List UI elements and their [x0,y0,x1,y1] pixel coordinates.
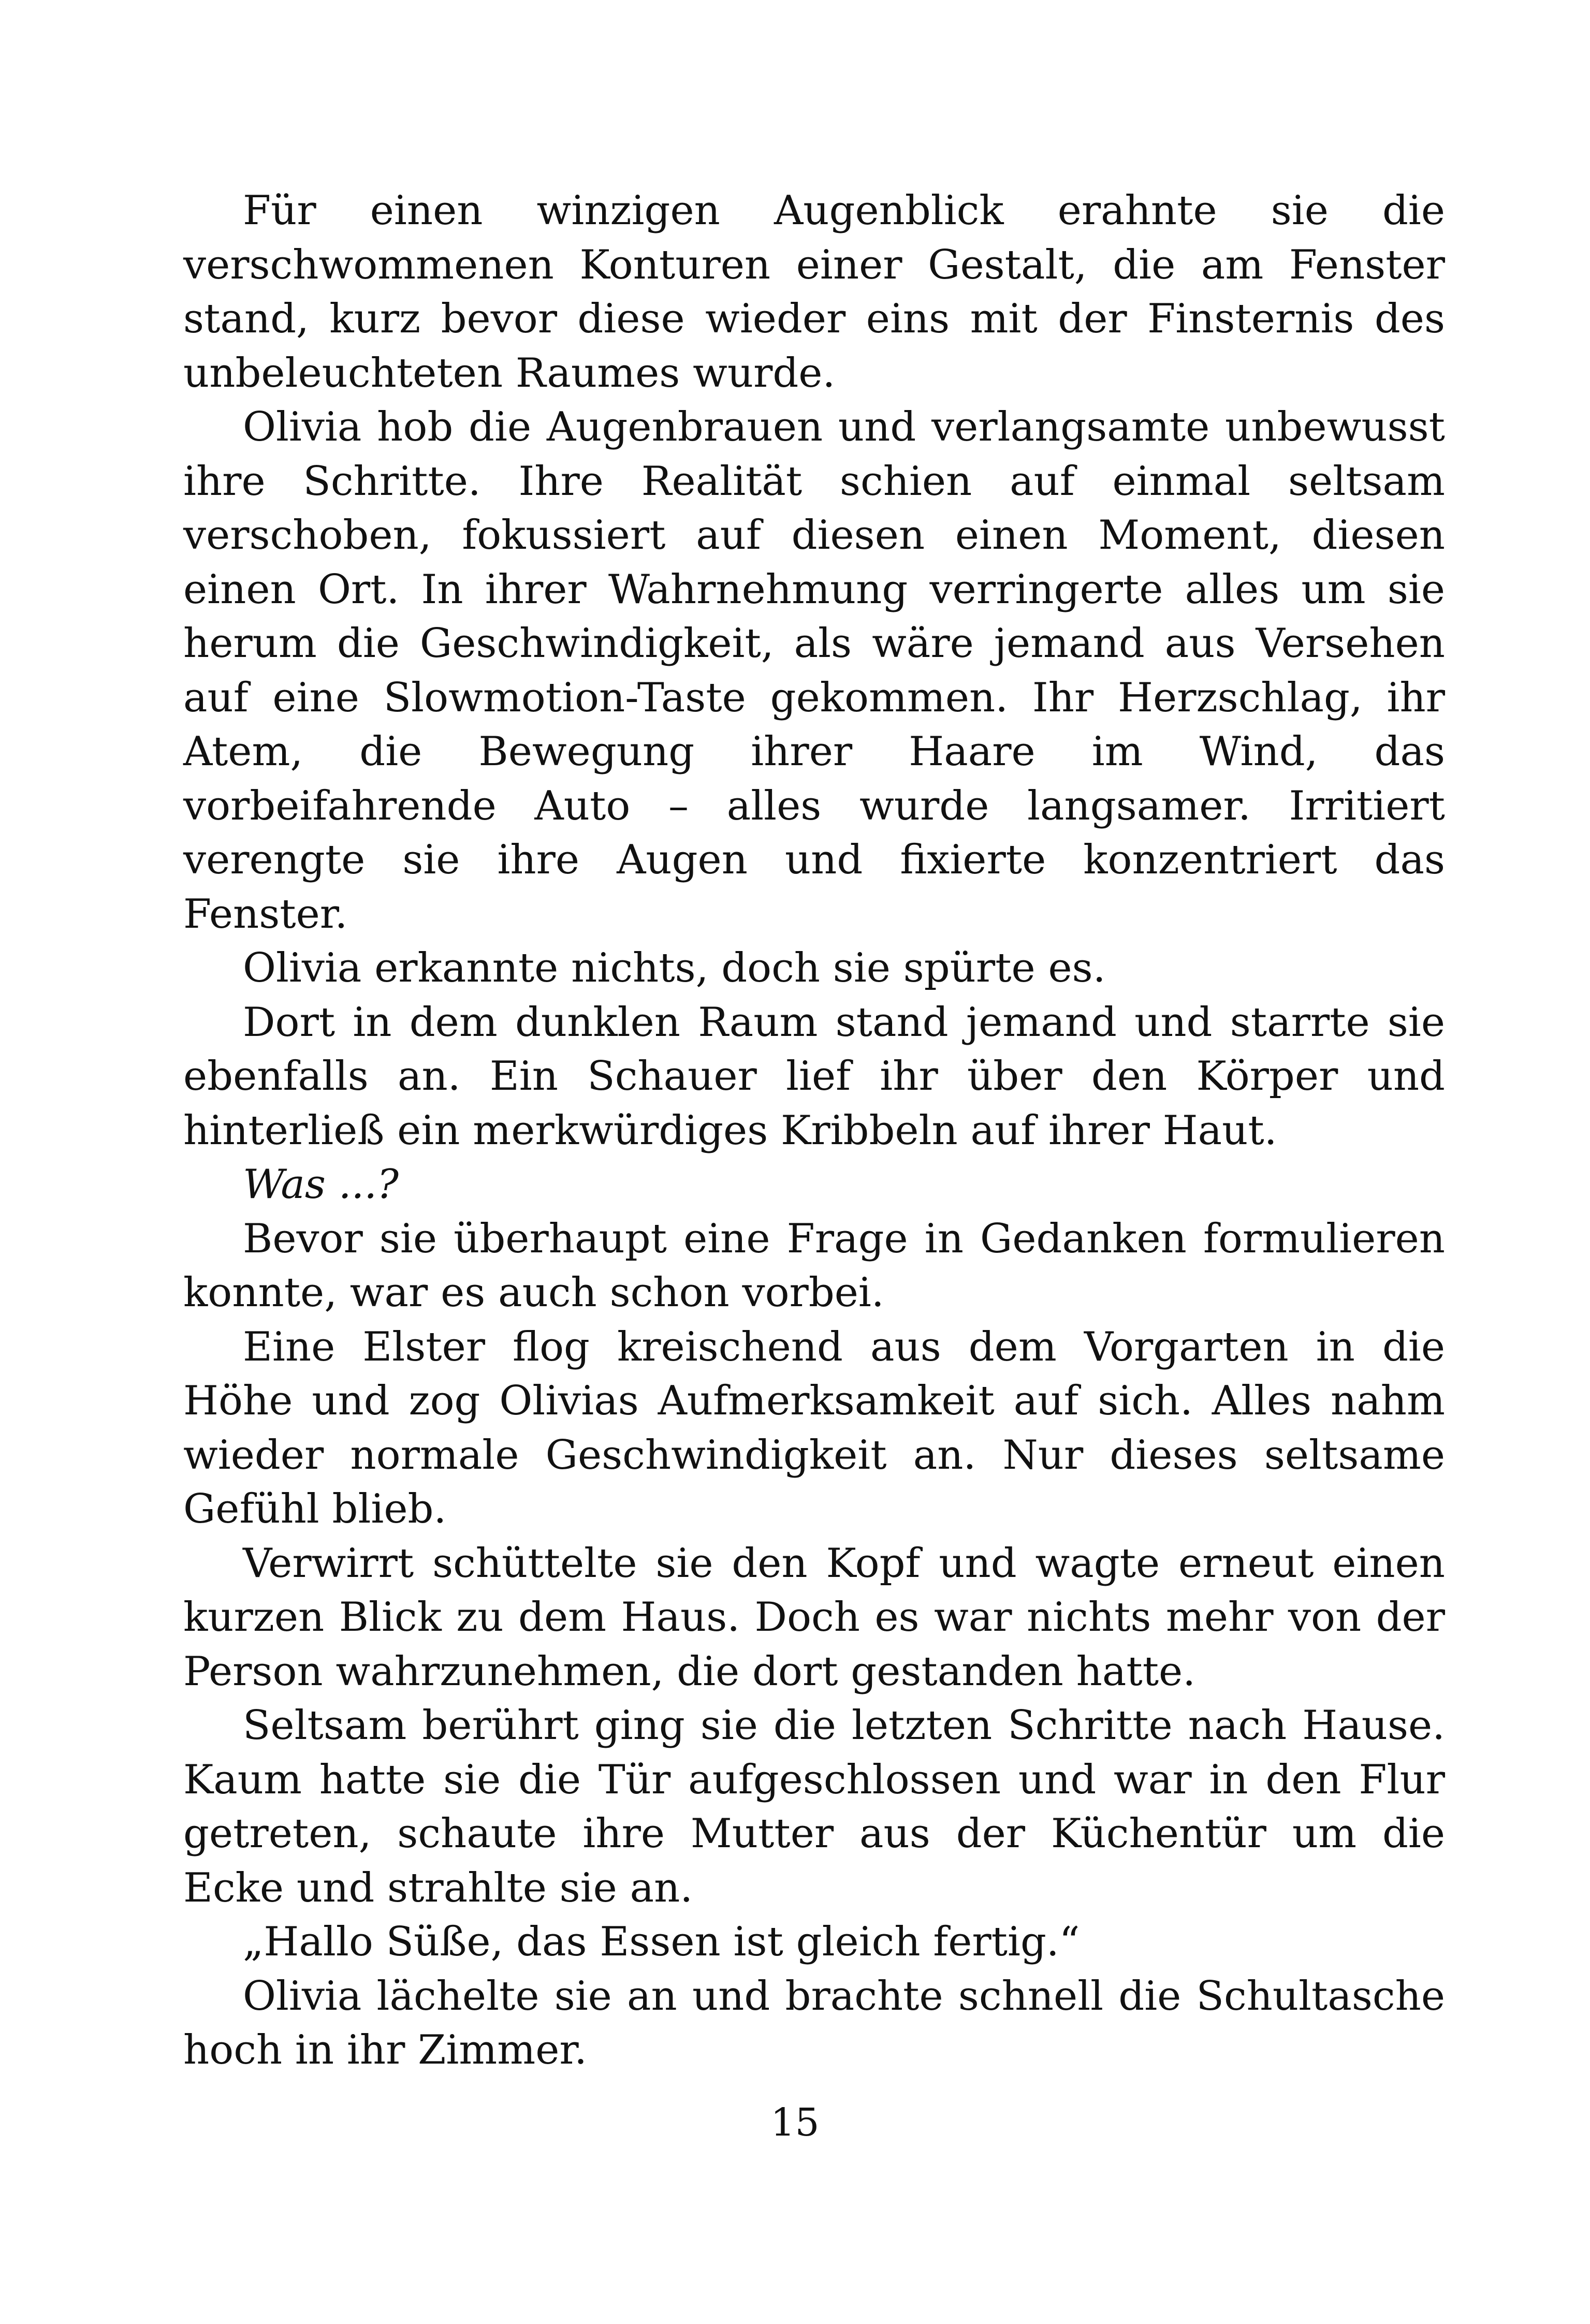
page-number: 15 [770,2100,820,2145]
body-text [183,184,1445,2078]
paragraph-5-italic-thought: Was ...? [243,1161,399,1208]
paragraph-1: Für einen winzigen Augenblick erahnte sie die verschwommenen Konturen einer Gestalt, die am Fenster stand, kurz bevor diese wieder eins mit der Finsternis des unbeleuchteten Raumes wurde. [183,187,1445,397]
paragraph-2: Olivia hob die Augenbrauen und verlangsamte unbewusst ihre Schritte. Ihre Realität schien auf einmal seltsam verschoben, fokussiert auf diesen einen Moment, diesen einen Ort. In ihrer Wahrnehmung verringerte alles um sie herum die Geschwindigkeit, als wäre jemand aus Versehen auf eine Slowmotion-Taste gekommen. Ihr Herzschlag, ihr Atem, die Bewegung ihrer Haare im Wind, das vorbeifahrende Auto – alles wurde langsamer. Irritiert verengte sie ihre Augen und fixierte konzentriert das Fenster. [183,404,1445,938]
paragraph-6: Bevor sie überhaupt eine Frage in Gedanken formulieren konnte, war es auch schon vorbei. [183,1215,1445,1316]
paragraph-9: Seltsam berührt ging sie die letzten Schritte nach Hause. Kaum hatte sie die Tür aufgeschlossen und war in den Flur getreten, schaute ihre Mutter aus der Küchentür um die Ecke und strahlte sie an. [183,1702,1445,1911]
paragraph-7: Eine Elster flog kreischend aus dem Vorgarten in die Höhe und zog Olivias Aufmerksamkeit auf sich. Alles nahm wieder normale Geschwindigkeit an. Nur dieses seltsame Gefühl blieb. [183,1323,1445,1532]
paragraph-3: Olivia erkannte nichts, doch sie spürte es. [243,945,1106,991]
paragraph-11: Olivia lächelte sie an und brachte schnell die Schultasche hoch in ihr Zimmer. [183,1972,1445,2073]
paragraph-8: Verwirrt schüttelte sie den Kopf und wagte erneut einen kurzen Blick zu dem Haus. Doch es war nichts mehr von der Person wahrzunehmen, die dort gestanden hatte. [183,1540,1445,1695]
paragraph-4: Dort in dem dunklen Raum stand jemand und starrte sie ebenfalls an. Ein Schauer lief ihr über den Körper und hinterließ ein merkwürdiges Kribbeln auf ihrer Haut. [183,999,1445,1154]
paragraph-10-dialogue: „Hallo Süße, das Essen ist gleich fertig.“ [243,1919,1080,1965]
